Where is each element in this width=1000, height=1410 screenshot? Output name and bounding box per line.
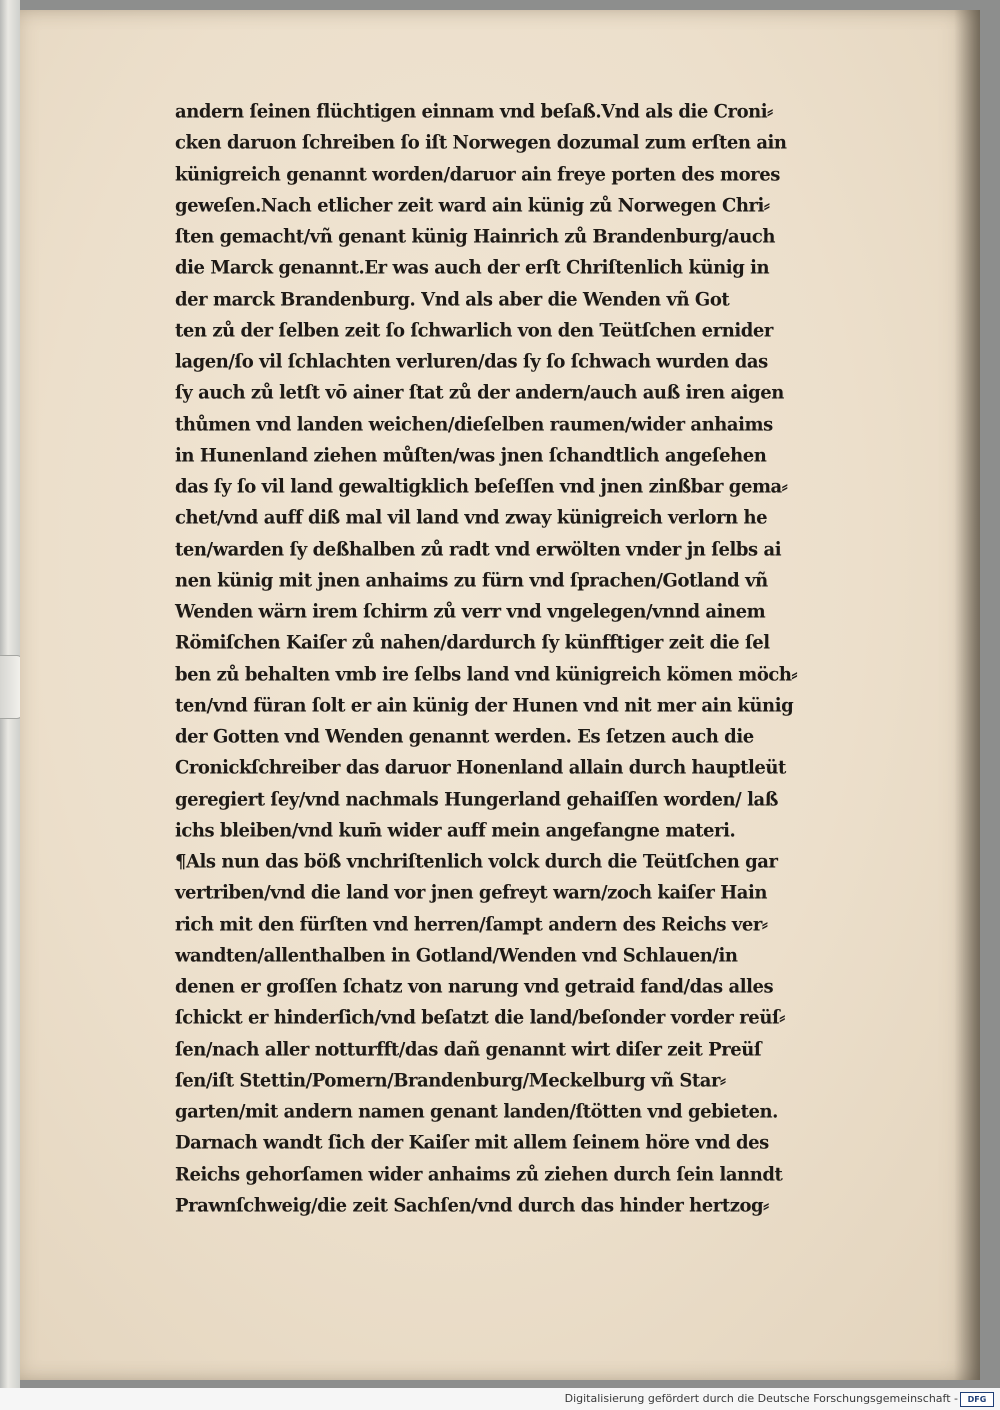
book-page [20,10,980,1380]
text-line: garten/mit andern namen genant landen/ſtötten vnd gebieten. [175,1100,778,1123]
text-line: vertriben/vnd die land vor jnen gefreyt warn/zoch kaiſer Hain [175,881,767,904]
footer-credit: Digitalisierung gefördert durch die Deutsche Forschungsgemeinschaft - [564,1392,958,1405]
text-line: Römiſchen Kaiſer zů nahen/dardurch ſy künfftiger zeit die ſel [175,631,770,654]
text-line: wandten/allenthalben in Gotland/Wenden vnd Schlauen/in [175,944,738,967]
text-line: Darnach wandt ſich der Kaiſer mit allem ſeinem höre vnd des [175,1131,769,1154]
footer-bar [0,1388,1000,1410]
text-line: ſen/iſt Stettin/Pomern/Brandenburg/Meckelburg vñ Star⸗ [175,1069,726,1092]
text-line: thůmen vnd landen weichen/dieſelben raumen/wider anhaims [175,412,773,436]
text-line: ten zů der ſelben zeit ſo ſchwarlich von den Teütſchen ernider [175,319,773,342]
text-line: Cronickſchreiber das daruor Honenland allain durch hauptleüt [175,756,786,779]
text-line: die Marck genannt.Er was auch der erſt Chriſtenlich künig in [175,256,770,279]
text-line: der Gotten vnd Wenden genannt werden. Es ſetzen auch die [175,725,754,748]
text-line: denen er groſſen ſchatz von narung vnd getraid fand/das alles [175,975,774,998]
text-line: lagen/ſo vil ſchlachten verluren/das ſy ſo ſchwach wurden das [175,350,768,373]
text-line: ¶Als nun das böß vnchriſtenlich volck durch die Teütſchen gar [175,850,778,873]
text-line: Reichs gehorſamen wider anhaims zů ziehen durch ſein lanndt [175,1162,783,1186]
text-line: ben zů behalten vmb ire ſelbs land vnd künigreich kömen möch⸗ [175,662,798,686]
text-line: cken daruon ſchreiben ſo iſt Norwegen dozumal zum erſten ain [175,131,787,154]
text-line: ſy auch zů letſt vō ainer ſtat zů der andern/auch auß iren aigen [175,381,784,404]
text-line: der marck Brandenburg. Vnd als aber die Wenden vñ Got [175,287,730,311]
text-line: rich mit den fürſten vnd herren/ſampt andern des Reichs ver⸗ [175,912,768,936]
text-line: ſen/nach aller notturfft/das dañ genannt wirt diſer zeit Preüſ [175,1037,762,1061]
text-line: geregiert ſey/vnd nachmals Hungerland gehaiſſen worden/ laß [175,787,778,811]
text-line: chet/vnd auff diß mal vil land vnd zway künigreich verlorn he [175,506,768,529]
text-line: künigreich genannt worden/daruor ain freye porten des mores [175,162,780,186]
text-line: ten/warden ſy deßhalben zů radt vnd erwölten vnder jn ſelbs ai [175,537,782,561]
text-line: nen künig mit jnen anhaims zu fürn vnd ſprachen/Gotland vñ [175,569,768,592]
dfg-logo: DFG [960,1392,994,1407]
text-line: in Hunenland ziehen můſten/was jnen ſchandtlich angeſehen [175,444,767,467]
text-line: andern ſeinen flüchtigen einnam vnd beſaß.Vnd als die Croni⸗ [175,100,773,123]
text-line: das ſy ſo vil land gewaltigklich beſeſſen vnd jnen zinßbar gema⸗ [175,475,788,498]
text-line: ten/vnd füran ſolt er ain künig der Hunen vnd nit mer ain künig [175,694,794,717]
page-text [175,96,895,1217]
text-line: ſchickt er hinderſich/vnd beſatzt die land/beſonder vorder reüſ⸗ [175,1006,785,1029]
text-line: ſten gemacht/vñ genant künig Hainrich zů Brandenburg/auch [175,225,775,248]
gutter-shadow [954,10,980,1380]
text-line: Wenden wärn irem ſchirm zů verr vnd vngelegen/vnnd ainem [175,600,766,623]
text-line: Prawnſchweig/die zeit Sachſen/vnd durch das hinder hertzog⸗ [175,1194,769,1217]
text-line: ichs bleiben/vnd kum̄ wider auff mein angefangne materi. [175,819,736,842]
text-line: geweſen.Nach etlicher zeit ward ain künig zů Norwegen Chri⸗ [175,194,770,217]
